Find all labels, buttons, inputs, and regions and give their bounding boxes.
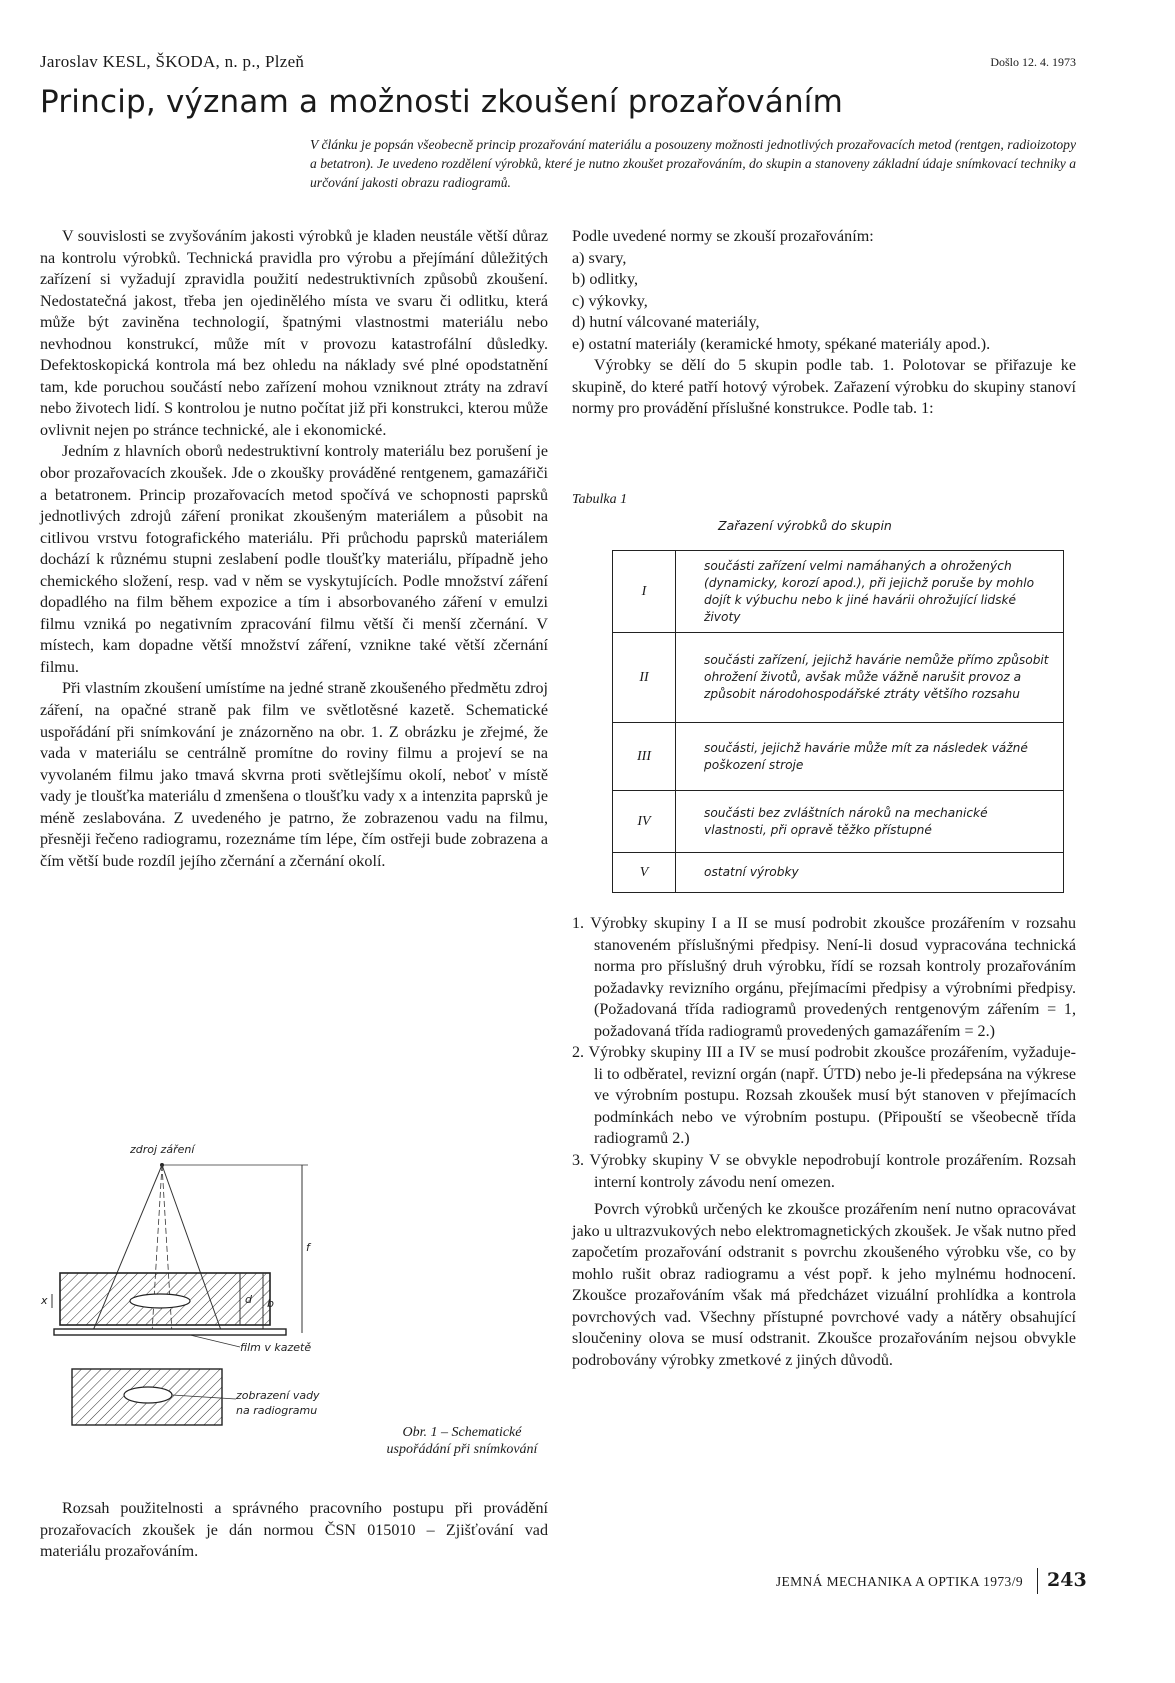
article-title: Princip, význam a možnosti zkoušení prozařováním (40, 84, 844, 120)
journal-footer: JEMNÁ MECHANIKA A OPTIKA 1973/9 (775, 1574, 1023, 1589)
list-item: e) ostatní materiály (keramické hmoty, spékané materiály apod.). (572, 335, 991, 353)
table-row (613, 633, 1064, 723)
group-number: III (613, 723, 676, 791)
d-label: d (245, 1293, 252, 1306)
numbered-list (572, 913, 1076, 1193)
figure-1-schematic (40, 1143, 370, 1433)
f-label: f (306, 1241, 310, 1254)
image-label-1: zobrazení vady (236, 1389, 320, 1402)
paragraph: Povrch výrobků určených ke zkoušce prozářením není nutno opracovávat jako u ultrazvukových nebo elektromagnetických zkoušek. Je však nutno před započetím prozařování odstranit s povrchu zkoušeného výrobku vše, co by mohlo rušit obraz radiogramu a vést popř. k jeho mylnému hodnocení. Zkoušce prozařováním však má předcházet vizuální prohlídka a kontrola povrchových vad. Všechny přístupné povrchové vady a nátěry obsahující sloučeniny olova se musí odstranit. Zkoušce prozařováním nejsou obvykle podrobovány výrobky zmetkové z jiných důvodů. (572, 1201, 1076, 1369)
table-row (613, 723, 1064, 791)
group-description: součásti zařízení, jejichž havárie nemůže přímo způsobit ohrožení životů, avšak může vážně narušit provoz a způsobit národohospodářské ztráty většího rozsahu (676, 633, 1064, 723)
left-column (40, 226, 548, 872)
author-line: Jaroslav KESL, ŠKODA, n. p., Plzeň (40, 52, 305, 71)
table-caption: Tabulka 1 (572, 492, 628, 507)
paragraph: Rozsah použitelnosti a správného pracovního postupu při provádění prozařovacích zkoušek je dán normou ČSN 015010 – Zjišťování vad materiálu prozařováním. (40, 1500, 548, 1561)
left-column-end (40, 1498, 548, 1563)
table-title: Zařazení výrobků do skupin (718, 518, 892, 533)
list-item: a) svary, (572, 249, 627, 267)
figure-caption: Obr. 1 – Schematické uspořádání při snímkování (386, 1425, 538, 1457)
list-item: d) hutní válcované materiály, (572, 314, 760, 332)
group-description: součásti zařízení velmi namáhaných a ohrožených (dynamicky, korozí apod.), při jejichž poruše by mohlo dojít k výbuchu nebo k jiné havárii ohrožující lidské životy (676, 551, 1064, 633)
paragraph: V souvislosti se zvyšováním jakosti výrobků je kladen neustále větší důraz na kontrolu výrobků. Technická pravidla pro výrobu a přejímání důležitých zařízení si vyžadují zpravidla použití nedestruktivních způsobů zkoušení. Nedostatečná jakost, třeba jen ojedinělého místa ve svaru či odlitku, která může být zaviněna technologií, špatnými vlastnostmi materiálu nebo nevhodnou konstrukcí, může mít v provozu katastrofální důsledky. Defektoskopická kontrola má bez ohledu na náklady své plné opodstatnění tam, kde poruchou součástí nebo zařízení mohou vzniknout ztráty na zdraví nebo životech lidí. S kontrolou je nutno počítat již při konstrukci, kterou může ovlivnit nejen po stránce technické, ale i ekonomické. (40, 228, 548, 439)
list-item: 1. Výrobky skupiny I a II se musí podrobit zkoušce prozářením v rozsahu stanoveném příslušnými předpisy. Není-li dosud vypracována technická norma pro příslušný druh výrobku, řídí se rozsah kontroly prozařováním požadavky revizního orgánu, přejímacími předpisy a výrobními předpisy. (Požadovaná třída radiogramů provedených rentgenovým zářením = 1, požadovaná třída radiogramů provedených gamazářením = 2.) (572, 915, 1076, 1040)
group-number: IV (613, 791, 676, 853)
material-list (572, 248, 1076, 356)
list-intro: Podle uvedené normy se zkouší prozařováním: (572, 228, 874, 245)
film-label: film v kazetě (240, 1341, 312, 1354)
group-description: součásti, jejichž havárie může mít za následek vážné poškození stroje (676, 723, 1064, 791)
list-item: 2. Výrobky skupiny III a IV se musí podrobit zkoušce prozářením, vyžaduje-li to odběratel, revizní orgán (např. ÚTD) nebo je-li předepsána na výkrese ve výrobním postupu. Rozsah zkoušek musí být stanoven v přejímacích podmínkách nebo ve výrobním postupu. (Připouští se všeobecně třída radiogramů 2.) (572, 1044, 1076, 1148)
defect (130, 1294, 190, 1308)
list-item: 3. Výrobky skupiny V se obvykle nepodrobují kontrole prozářením. Rozsah interní kontroly závodu není omezen. (572, 1152, 1076, 1191)
group-description: součásti bez zvláštních nároků na mechanické vlastnosti, při opravě těžko přístupné (676, 791, 1064, 853)
paragraph: Jedním z hlavních oborů nedestruktivní kontroly materiálu bez porušení je obor prozařovacích zkoušek. Jde o zkoušky prováděné rentgenem, gamazářiči a betatronem. Princip prozařovacích metod spočívá ve schopnosti paprsků jednotlivých zdrojů záření pronikat zkoušeným materiálem a působit na citlivou vrstvu fotografického materiálu. Při průchodu paprsků materiálem dochází k různému stupni zeslabení podle tloušťky materiálu, případně jeho chemického složení, resp. vad v něm se vyskytujících. Podle množství záření dopadlého na film během expozice a tím i absorbovaného záření v emulzi filmu vzniká po negativním zpracování filmu větší či menší zčernání. V místech, kam dopadne větší množství záření, vznikne také větší zčernání filmu. (40, 443, 548, 676)
film-cassette (54, 1329, 286, 1335)
table-row (613, 551, 1064, 633)
paragraph: Při vlastním zkoušení umístíme na jedné straně zkoušeného předmětu zdroj záření, na opačné straně pak film ve světlotěsné kazetě. Schematické uspořádání při snímkování je znázorněno na obr. 1. Z obrázku je zřejmé, že vada v materiálu se centrálně promítne do roviny filmu a projeví se na vyvolaném filmu jako tmavá skvrna proti světlejšímu okolí, neboť v místě vady je tloušťka materiálu d zmenšena o tloušťku vady x a intenzita paprsků je méně zeslabována. Z uvedeného je patrno, že zobrazenou vadu na filmu, přesněji řečeno radiogramu, rozeznáme tím lépe, čím ostřeji bude zobrazena a čím větší bude rozdíl jejího zčernání a zčernání okolí. (40, 680, 548, 870)
groups-table (612, 550, 1064, 893)
group-number: V (613, 853, 676, 893)
right-column-bottom (572, 913, 1076, 1371)
b-label: b (267, 1297, 274, 1310)
group-number: II (613, 633, 676, 723)
defect-image (124, 1387, 172, 1403)
paragraph: Výrobky se dělí do 5 skupin podle tab. 1. Polotovar se přiřazuje ke skupině, do které patří hotový výrobek. Zařazení výrobku do skupiny stanoví normy pro provádění příslušné konstrukce. Podle tab. 1: (572, 357, 1076, 418)
image-label-2: na radiogramu (236, 1404, 318, 1417)
right-column-top (572, 226, 1076, 420)
group-description: ostatní výrobky (676, 853, 1064, 893)
received-date: Došlo 12. 4. 1973 (990, 55, 1076, 69)
source-label: zdroj záření (130, 1143, 195, 1156)
table-row (613, 791, 1064, 853)
table-row (613, 853, 1064, 893)
group-number: I (613, 551, 676, 633)
footer-separator (1037, 1568, 1038, 1594)
list-item: c) výkovky, (572, 292, 648, 310)
page-number: 243 (1047, 1569, 1087, 1591)
abstract: V článku je popsán všeobecně princip prozařování materiálu a posouzeny možnosti jednotlivých prozařovacích metod (rentgen, radioizotopy a betatron). Je uvedeno rozdělení výrobků, které je nutno zkoušet prozařováním, do skupin a stanoveny základní údaje snímkovací techniky a určování jakosti obrazu radiogramů. (310, 137, 1076, 190)
list-item: b) odlitky, (572, 271, 639, 289)
x-label: x (41, 1294, 48, 1307)
